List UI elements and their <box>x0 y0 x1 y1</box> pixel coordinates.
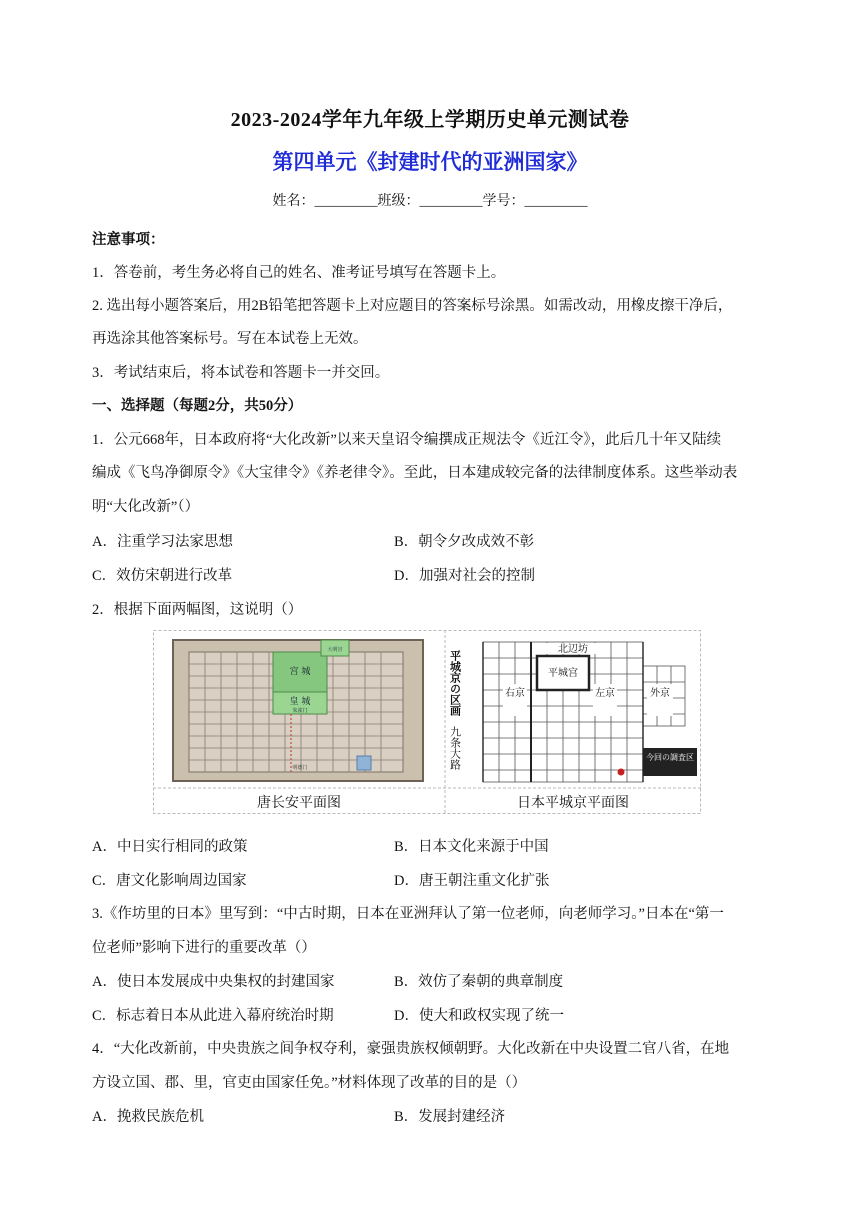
heijo-label: 右京 <box>505 688 525 699</box>
heijo-label: 北辺坊 <box>558 644 588 655</box>
q2-option-c[interactable]: C．唐文化影响周边国家 <box>92 873 247 889</box>
q2-option-b[interactable]: B．日本文化来源于中国 <box>394 839 549 855</box>
heijo-label: 左京 <box>595 688 615 699</box>
note-item: 1．答卷前，考生务必将自己的姓名、准考证号填写在答题卡上。 <box>92 265 506 281</box>
question-3-line: 位老师”影响下进行的重要改革（） <box>92 940 316 956</box>
question-4-line: 4．“大化改新前，中央贵族之间争权夺利，豪强贵族权倾朝野。大化改新在中央设置二官八省，在地 <box>92 1041 730 1057</box>
q4-option-a[interactable]: A．挽救民族危机 <box>92 1109 204 1125</box>
changan-label: 宫 城 <box>289 667 311 677</box>
q3-option-c[interactable]: C．标志着日本从此进入幕府统治时期 <box>92 1008 334 1024</box>
q3-option-b[interactable]: B．效仿了秦朝的典章制度 <box>394 974 564 990</box>
right-figure-caption: 日本平城京平面图 <box>517 795 629 811</box>
heijo-label: 九条大路 <box>448 726 462 770</box>
question-3-line: 3.《作坊里的日本》里写到：“中古时期，日本在亚洲拜认了第一位老师，向老师学习。”日本在“第一 <box>92 906 724 922</box>
exam-title: 2023-2024学年九年级上学期历史单元测试卷 <box>230 109 630 131</box>
note-item: 再选涂其他答案标号。写在本试卷上无效。 <box>92 331 368 347</box>
q1-option-c[interactable]: C．效仿宋朝进行改革 <box>92 568 233 584</box>
unit-subtitle: 第四单元《封建时代的亚洲国家》 <box>272 150 588 174</box>
note-item: 2. 选出每小题答案后，用2B铅笔把答题卡上对应题目的答案标号涂黑。如需改动，用橡皮擦干净后， <box>92 298 733 314</box>
question-1-line: 明“大化改新”（） <box>92 499 200 515</box>
q4-option-b[interactable]: B．发展封建经济 <box>394 1109 506 1125</box>
student-info-line: 姓名：_________班级：_________学号：_________ <box>272 194 588 209</box>
q2-option-a[interactable]: A．中日实行相同的政策 <box>92 839 248 855</box>
notes-heading: 注意事项： <box>92 232 165 248</box>
q1-option-a[interactable]: A．注重学习法家思想 <box>92 534 233 550</box>
q2-option-d[interactable]: D．唐王朝注重文化扩张 <box>394 873 550 889</box>
q3-option-d[interactable]: D．使大和政权实现了统一 <box>394 1008 564 1024</box>
question-1-line: 1．公元668年，日本政府将“大化改新”以来天皇诏令编撰成正规法令《近江令》，此后几十年又陆续 <box>92 432 722 448</box>
changan-label: 朱雀门 <box>292 708 308 714</box>
q3-option-a[interactable]: A．使日本发展成中央集权的封建国家 <box>92 974 335 990</box>
question-2-line: 2．根据下面两幅图，这说明（） <box>92 602 303 618</box>
changan-plan-image <box>173 640 423 781</box>
changan-label: 皇 城 <box>289 697 311 707</box>
section-heading: 一、选择题（每题2分，共50分） <box>92 398 303 414</box>
changan-label: 明德门 <box>292 765 308 771</box>
left-figure-caption: 唐长安平面图 <box>257 795 341 811</box>
note-item: 3．考试结束后，将本试卷和答题卡一并交回。 <box>92 365 390 381</box>
heijo-survey-label: 今回の調査区 <box>646 753 694 762</box>
question-4-line: 方设立国、郡、里，官吏由国家任免。”材料体现了改革的目的是（） <box>92 1075 527 1091</box>
q1-option-b[interactable]: B．朝令夕改成效不彰 <box>394 534 535 550</box>
heijo-label: 平城京の区画 <box>448 650 462 716</box>
city-plans-figure <box>153 630 701 814</box>
q1-option-d[interactable]: D．加强对社会的控制 <box>394 568 535 584</box>
question-1-line: 编成《飞鸟净御原令》《大宝律令》《养老律令》。至此，日本建成较完备的法律制度体系。这些举动表 <box>92 465 738 481</box>
heijo-label: 平城宫 <box>548 668 578 679</box>
heijo-label: 外京 <box>650 688 670 699</box>
changan-label: 大明宫 <box>327 647 343 653</box>
